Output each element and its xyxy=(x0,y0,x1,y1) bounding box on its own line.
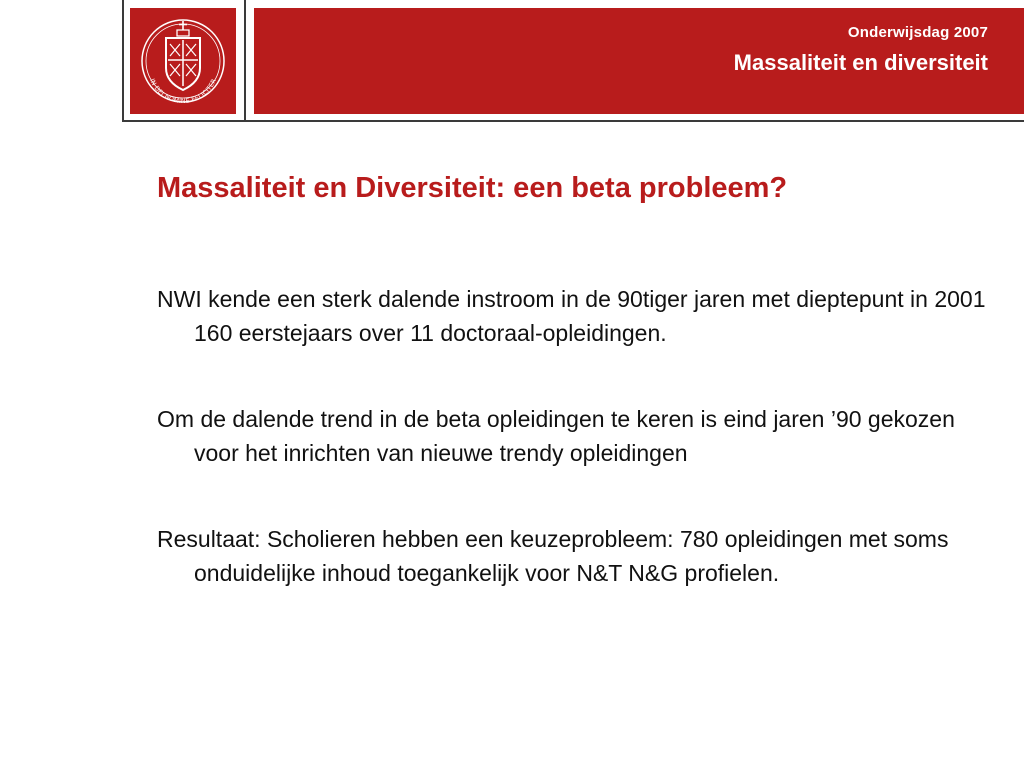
header-divider xyxy=(244,0,246,122)
bullet-item: Om de dalende trend in de beta opleidingen te keren is eind jaren ’90 gekozen voor het inrichten van nieuwe trendy opleidingen xyxy=(157,406,955,466)
header-title: Massaliteit en diversiteit xyxy=(733,50,988,75)
bullet-item: Resultaat: Scholieren hebben een keuzeprobleem: 780 opleidingen met soms onduidelijke inhoud toegankelijk voor N&T N&G profielen. xyxy=(157,526,949,586)
university-seal-logo xyxy=(130,8,236,114)
slide-heading: Massaliteit en Diversiteit: een beta probleem? xyxy=(157,172,788,204)
title-banner xyxy=(254,8,1024,114)
logo-motto: IN DEI NOMINE FELICITER xyxy=(148,77,218,106)
logo-box xyxy=(130,8,236,114)
bullet-item: NWI kende een sterk dalende instroom in de 90tiger jaren met dieptepunt in 2001 160 eerstejaars over 11 doctoraal-opleidingen. xyxy=(157,286,986,346)
bullet-list xyxy=(157,282,997,642)
header-subtitle: Onderwijsdag 2007 xyxy=(847,24,988,41)
